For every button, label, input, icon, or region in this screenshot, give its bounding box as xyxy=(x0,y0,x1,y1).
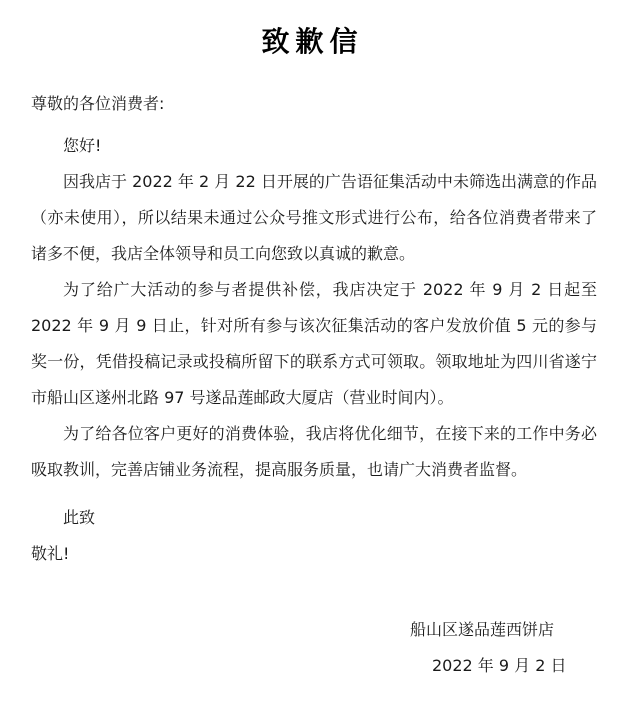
paragraph-apology: 因我店于 2022 年 2 月 22 日开展的广告语征集活动中未筛选出满意的作品（亦未使用），所以结果未通过公众号推文形式进行公布，给各位消费者带来了诸多不便，我店全体领导和员工向您致以真诚的歉意。 xyxy=(31,172,597,263)
paragraph-compensation: 为了给广大活动的参与者提供补偿，我店决定于 2022 年 9 月 2 日起至 2022 年 9 月 9 日止，针对所有参与该次征集活动的客户发放价值 5 元的参与奖一份，凭借投稿记录或投稿所留下的联系方式可领取。领取地址为四川省遂宁市船山区遂州北路 97 号遂品莲邮政大厦店（营业时间内）。 xyxy=(31,280,597,407)
signer-name: 船山区遂品莲西饼店 xyxy=(410,620,555,639)
greeting: 您好! xyxy=(63,136,102,155)
closing-regards: 敬礼! xyxy=(31,544,70,563)
letter-body xyxy=(31,128,597,488)
signature-date: 2022 年 9 月 2 日 xyxy=(432,656,567,675)
paragraph-improvement: 为了给各位客户更好的消费体验，我店将优化细节，在接下来的工作中务必吸取教训，完善店铺业务流程，提高服务质量，也请广大消费者监督。 xyxy=(31,424,597,479)
salutation: 尊敬的各位消费者: xyxy=(31,94,165,113)
closing-phrase: 此致 xyxy=(63,508,96,527)
letter-title: 致歉信 xyxy=(261,25,364,58)
